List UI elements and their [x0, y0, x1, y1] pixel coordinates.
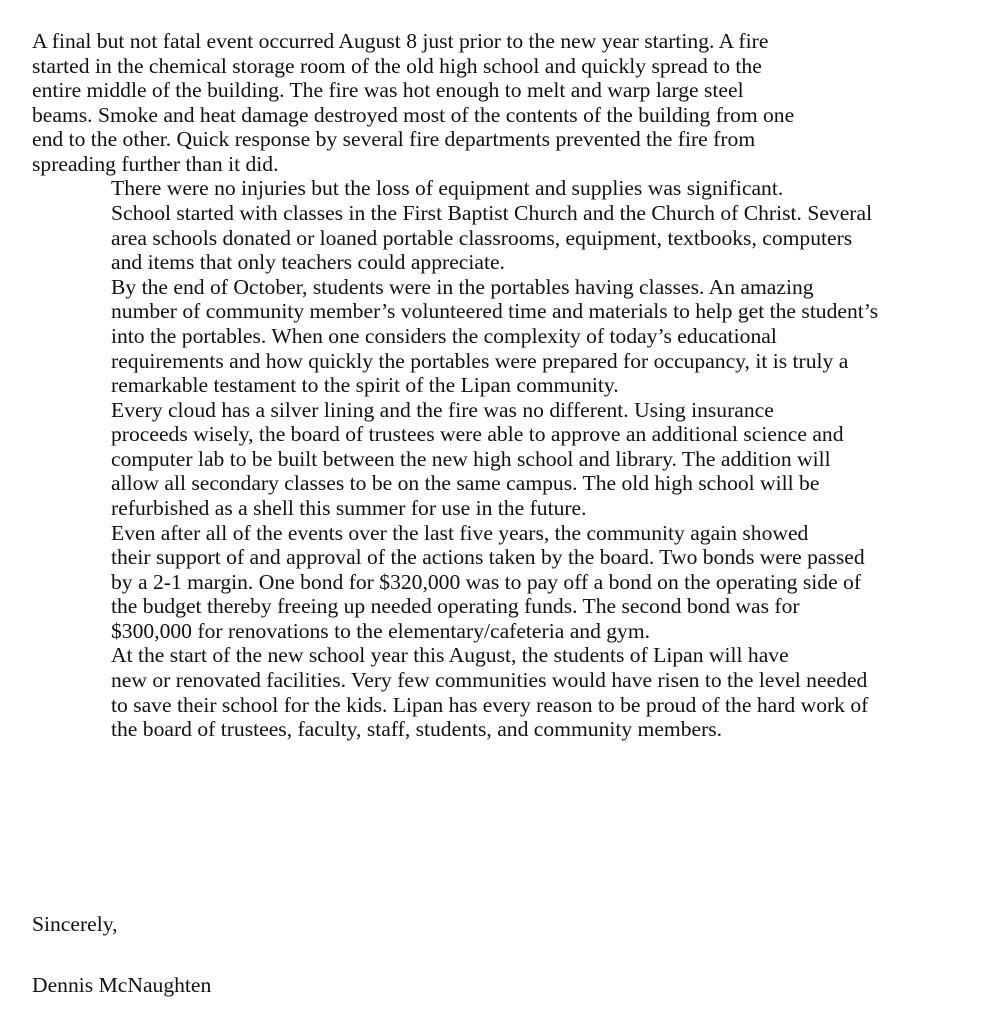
paragraph-line: their support of and approval of the actions taken by the board. Two bonds were passed	[111, 545, 865, 570]
letter-paragraph	[32, 643, 977, 741]
paragraph-line: started in the chemical storage room of the old high school and quickly spread to the	[32, 53, 762, 78]
letter-paragraph	[32, 29, 977, 176]
paragraph-line: By the end of October, students were in the portables having classes. An amazing	[111, 274, 814, 299]
paragraph-line: the budget thereby freeing up needed operating funds. The second bond was for	[111, 594, 800, 619]
paragraph-line: A final but not fatal event occurred August 8 just prior to the new year starting. A fire	[32, 29, 769, 53]
paragraph-line: end to the other. Quick response by several fire departments prevented the fire from	[32, 127, 756, 152]
paragraph-line: number of community member’s volunteered time and materials to help get the student’s	[111, 299, 879, 324]
paragraph-line: and items that only teachers could appreciate.	[111, 250, 505, 275]
paragraph-line: remarkable testament to the spirit of the Lipan community.	[111, 373, 619, 398]
paragraph-line: new or renovated facilities. Very few communities would have risen to the level needed	[111, 668, 868, 693]
paragraph-line: $300,000 for renovations to the elementary/cafeteria and gym.	[111, 618, 651, 643]
letter-paragraph	[32, 398, 977, 521]
paragraph-line: beams. Smoke and heat damage destroyed most of the contents of the building from one	[32, 102, 795, 127]
paragraph-line: proceeds wisely, the board of trustees were able to approve an additional science and	[111, 422, 844, 447]
letter-signature: Dennis McNaughten	[32, 973, 212, 997]
paragraph-line: area schools donated or loaned portable classrooms, equipment, textbooks, computers	[111, 225, 853, 250]
paragraph-line: computer lab to be built between the new high school and library. The addition will	[111, 446, 831, 471]
paragraph-line: allow all secondary classes to be on the same campus. The old high school will be	[111, 471, 820, 496]
paragraph-line: the board of trustees, faculty, staff, students, and community members.	[111, 717, 723, 742]
paragraph-line: spreading further than it did.	[32, 151, 279, 176]
letter-body	[32, 29, 977, 742]
paragraph-line: refurbished as a shell this summer for use in the future.	[111, 495, 587, 520]
paragraph-line: by a 2-1 margin. One bond for $320,000 was to pay off a bond on the operating side of	[111, 569, 862, 594]
paragraph-line: School started with classes in the First Baptist Church and the Church of Christ. Several	[111, 201, 873, 226]
paragraph-line: to save their school for the kids. Lipan has every reason to be proud of the hard work of	[111, 692, 869, 717]
paragraph-line: Even after all of the events over the last five years, the community again showed	[111, 520, 809, 545]
paragraph-line: into the portables. When one considers the complexity of today’s educational	[111, 323, 777, 348]
letter-paragraph	[32, 176, 977, 274]
paragraph-line: There were no injuries but the loss of equipment and supplies was significant.	[111, 176, 784, 201]
paragraph-line: entire middle of the building. The fire was hot enough to melt and warp large steel	[32, 78, 744, 103]
paragraph-line: Every cloud has a silver lining and the fire was no different. Using insurance	[111, 397, 774, 422]
letter-paragraph	[32, 275, 977, 398]
letter-paragraph	[32, 521, 977, 644]
paragraph-line: At the start of the new school year this August, the students of Lipan will have	[111, 643, 789, 668]
letter-closing: Sincerely,	[32, 912, 118, 936]
paragraph-line: requirements and how quickly the portables were prepared for occupancy, it is truly a	[111, 348, 849, 373]
